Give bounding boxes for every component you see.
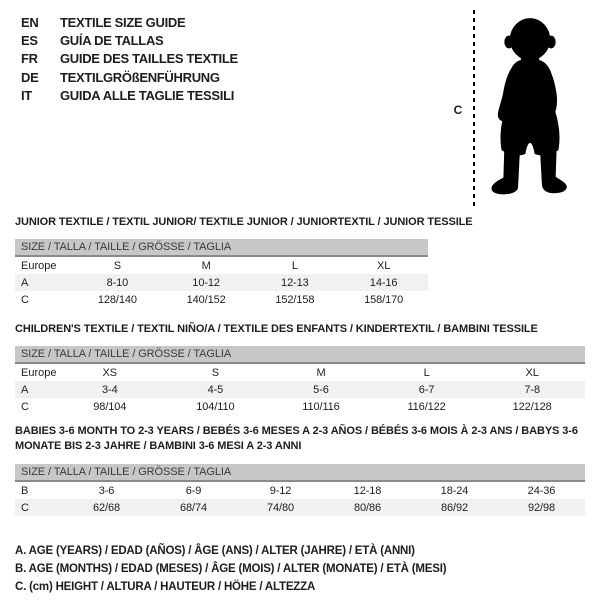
language-header bbox=[21, 13, 238, 105]
row-label: A bbox=[21, 383, 29, 396]
table-row bbox=[15, 257, 428, 274]
table-body bbox=[15, 364, 585, 415]
size-cell: 116/122 bbox=[407, 400, 446, 413]
size-cell: 5-6 bbox=[313, 383, 329, 396]
size-cell: 86/92 bbox=[440, 501, 469, 514]
size-cell: M bbox=[316, 366, 326, 379]
language-code: FR bbox=[21, 51, 38, 67]
row-label: A bbox=[21, 276, 29, 289]
table-row bbox=[15, 274, 428, 291]
size-cell: 74/80 bbox=[266, 501, 295, 514]
size-cell: 24-36 bbox=[527, 484, 556, 497]
table-row bbox=[15, 482, 585, 499]
row-label: Europe bbox=[21, 259, 57, 272]
size-cell: 92/98 bbox=[527, 501, 556, 514]
size-header-bar: SIZE / TALLA / TAILLE / GRÖSSE / TAGLIA bbox=[15, 346, 585, 364]
language-code: ES bbox=[21, 33, 38, 49]
size-cell: S bbox=[211, 366, 220, 379]
size-cell: 110/116 bbox=[302, 400, 340, 413]
language-code: IT bbox=[21, 88, 32, 104]
size-cell: XL bbox=[376, 259, 391, 272]
size-cell: 6-7 bbox=[418, 383, 435, 396]
toddler-silhouette-image bbox=[486, 9, 574, 207]
language-title: TEXTILGRÖßENFÜHRUNG bbox=[60, 69, 220, 85]
language-row-en bbox=[21, 13, 238, 31]
size-cell: 122/128 bbox=[512, 400, 552, 413]
table-row bbox=[15, 364, 585, 381]
size-cell: 3-4 bbox=[101, 383, 118, 396]
size-cell: XS bbox=[102, 366, 118, 379]
row-label: Europe bbox=[21, 366, 57, 379]
size-cell: 14-16 bbox=[369, 276, 398, 289]
note-age-months: B. AGE (MONTHS) / EDAD (MESES) / ÂGE (MOIS) / ALTER (MONATE) / ETÀ (MESI) bbox=[15, 563, 447, 575]
section-childrens-textile bbox=[15, 322, 585, 415]
size-cell: 18-24 bbox=[440, 484, 469, 497]
table-row bbox=[15, 398, 585, 415]
height-measure-label: C bbox=[453, 103, 463, 117]
size-cell: S bbox=[113, 259, 121, 272]
babies-table-title: BABIES 3-6 MONTH TO 2-3 YEARS / BEBÉS 3-6 MESES A 2-3 AÑOS / BÉBÉS 3-6 MOIS À 2-3 ANS / BABYS 3-6 MONATE BIS 2-3 JAHRE / BAMBINI 3-6 MESI A 2-3 ANNI bbox=[15, 425, 578, 452]
size-header-bar: SIZE / TALLA / TAILLE / GRÖSSE / TAGLIA bbox=[15, 464, 585, 482]
size-cell: L bbox=[291, 259, 298, 272]
size-cell: M bbox=[201, 259, 211, 272]
size-cell: 3-6 bbox=[98, 484, 115, 497]
size-cell: 62/68 bbox=[92, 501, 121, 514]
size-cell: 12-13 bbox=[281, 276, 309, 289]
size-cell: 140/152 bbox=[186, 293, 226, 306]
size-cell: 10-12 bbox=[192, 276, 220, 289]
size-cell: 152/158 bbox=[275, 293, 315, 306]
childrens-size-table bbox=[15, 346, 585, 415]
row-label: B bbox=[21, 484, 29, 497]
size-cell: 104/110 bbox=[196, 400, 235, 413]
childrens-table-title: CHILDREN'S TEXTILE / TEXTIL NIÑO/A / TEXTILE DES ENFANTS / KINDERTEXTIL / BAMBINI TESSILE bbox=[15, 323, 538, 335]
language-title: GUIDE DES TAILLES TEXTILE bbox=[60, 51, 238, 67]
table-row bbox=[15, 499, 585, 516]
language-title: GUIDA ALLE TAGLIE TESSILI bbox=[60, 88, 235, 104]
size-cell: 12-18 bbox=[353, 484, 382, 497]
size-cell: 8-10 bbox=[106, 276, 129, 289]
row-label: C bbox=[21, 400, 29, 413]
table-body bbox=[15, 257, 428, 308]
size-cell: 68/74 bbox=[179, 501, 208, 514]
language-code: DE bbox=[21, 69, 39, 85]
row-label: C bbox=[21, 293, 29, 306]
size-cell: 80/86 bbox=[353, 501, 382, 514]
row-label: C bbox=[21, 501, 29, 514]
size-cell: L bbox=[423, 366, 430, 379]
size-cell: 158/170 bbox=[364, 293, 404, 306]
language-row-es bbox=[21, 31, 238, 49]
language-title: TEXTILE SIZE GUIDE bbox=[60, 14, 186, 30]
note-height-cm: C. (cm) HEIGHT / ALTURA / HAUTEUR / HÖHE / ALTEZZA bbox=[15, 581, 316, 593]
legend-notes bbox=[15, 542, 446, 596]
section-junior-textile bbox=[15, 215, 473, 308]
size-cell: 128/140 bbox=[97, 293, 137, 306]
table-row bbox=[15, 381, 585, 398]
language-row-de bbox=[21, 68, 238, 86]
size-cell: 98/104 bbox=[93, 400, 127, 413]
language-code: EN bbox=[21, 14, 39, 30]
table-body bbox=[15, 482, 585, 516]
size-cell: 9-12 bbox=[269, 484, 292, 497]
language-title: GUÍA DE TALLAS bbox=[60, 33, 164, 49]
size-cell: 7-8 bbox=[524, 383, 540, 396]
size-cell: 6-9 bbox=[185, 484, 202, 497]
junior-size-table bbox=[15, 239, 428, 308]
section-babies-textile bbox=[15, 424, 593, 516]
table-row bbox=[15, 291, 428, 308]
height-measure-dashed-line bbox=[473, 10, 475, 206]
babies-size-table bbox=[15, 464, 585, 516]
language-row-it bbox=[21, 87, 238, 105]
size-cell: XL bbox=[525, 366, 539, 379]
language-row-fr bbox=[21, 50, 238, 68]
junior-table-title: JUNIOR TEXTILE / TEXTIL JUNIOR/ TEXTILE JUNIOR / JUNIORTEXTIL / JUNIOR TESSILE bbox=[15, 216, 473, 228]
note-age-years: A. AGE (YEARS) / EDAD (AÑOS) / ÂGE (ANS) / ALTER (JAHRE) / ETÀ (ANNI) bbox=[15, 545, 415, 557]
size-cell: 4-5 bbox=[207, 383, 224, 396]
size-header-bar: SIZE / TALLA / TAILLE / GRÖSSE / TAGLIA bbox=[15, 239, 428, 257]
